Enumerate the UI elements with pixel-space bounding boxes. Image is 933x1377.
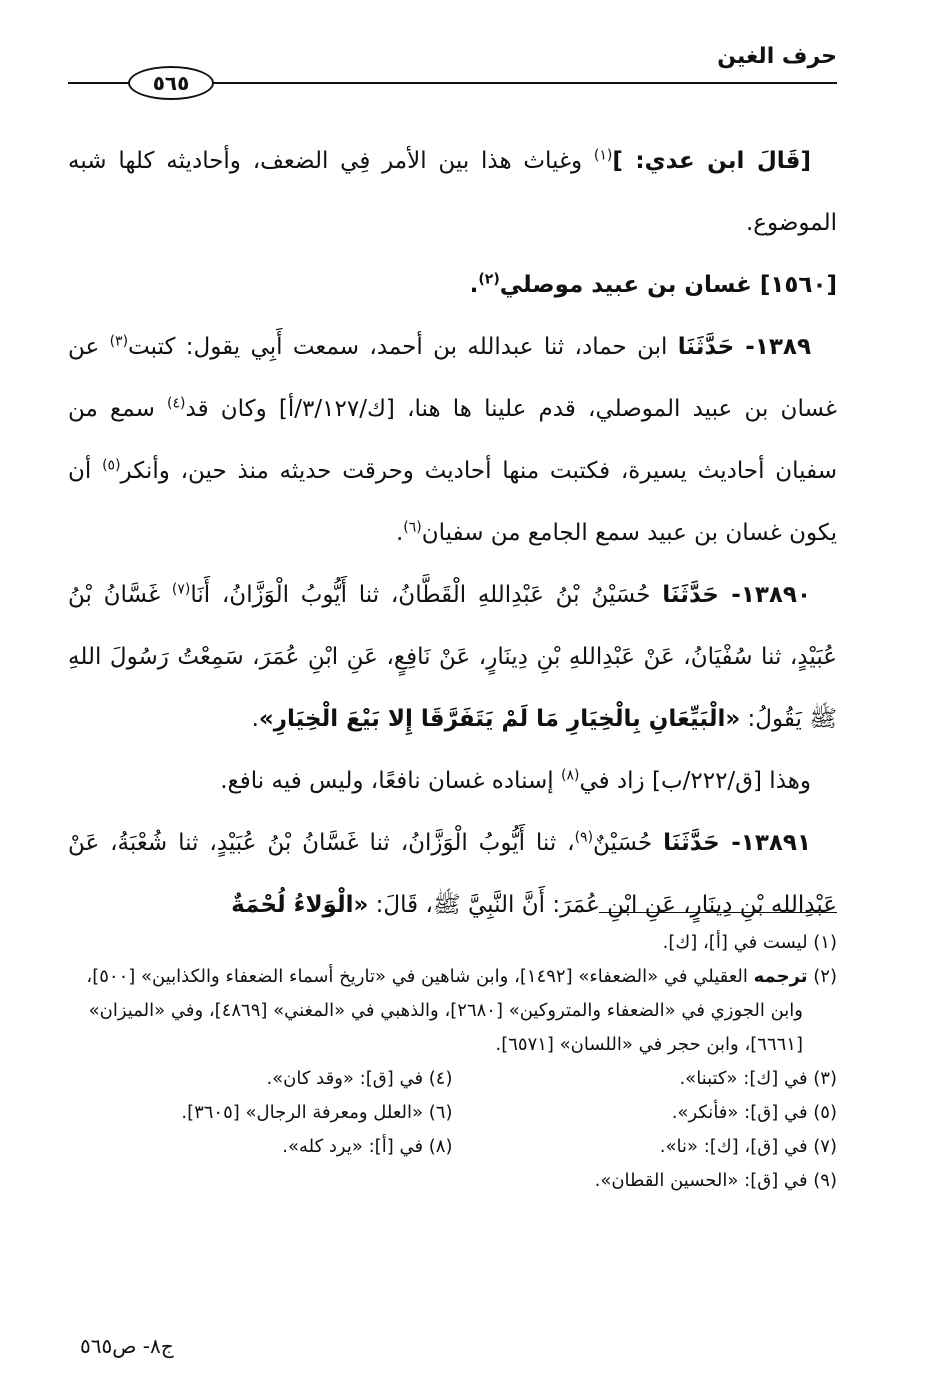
intro-speaker: [قَالَ ابن عدي: ] (612, 148, 811, 174)
footnote-row (68, 1062, 837, 1096)
page-footer-reference: ج٨- ص٥٦٥ (80, 1334, 174, 1358)
editor-note (68, 750, 837, 812)
hadith-number: ١٣٨٩١- (719, 830, 811, 856)
hadith-text: ، ثنا أَيُّوبُ الْوَزَّانُ، ثنا غَسَّانُ بْنُ عُبَيْدٍ، ثنا شُعْبَةُ، عَنْ عَبْدِالله بْنِ دِينَارٍ، عَنِ ابْنِ عُمَرَ: أَنَّ النَّبِيَّ ﷺ، قَالَ: (68, 830, 837, 918)
intro-paragraph (68, 130, 837, 254)
footnote-ref-8: (٨) (560, 767, 580, 784)
footnote-ref-7: (٧) (171, 581, 191, 598)
footnote-5: (٥) في [ق]: «فأنكر». (671, 1102, 837, 1123)
footnote-8: (٨) في [أ]: «يرد كله». (282, 1136, 453, 1157)
hadith-text: عن غسان بن عبيد الموصلي، قدم علينا ها هنا، [ك/٣/١٢٧/أ] وكان قد (68, 334, 837, 422)
hadith-quote: «الْبَيِّعَانِ بِالْخِيَارِ مَا لَمْ يَتَفَرَّقَا إِلا بَيْعَ الْخِيَارِ» (258, 706, 741, 732)
entry-heading-end: . (469, 272, 479, 298)
hadith-text: حُسَيْنٌ (593, 830, 664, 856)
footnote-ref-9: (٩) (574, 829, 594, 846)
hadith-13889 (68, 316, 837, 564)
hadith-quote: «الْوَلاءُ لُحْمَةٌ (231, 892, 369, 918)
note-text: إسناده غسان نافعًا، وليس فيه نافع. (220, 768, 561, 794)
footnote-rule (599, 912, 837, 913)
footnote-2-text: العقيلي في «الضعفاء» [١٤٩٢]، وابن شاهين في «تاريخ أسماء الضعفاء والكذابين» [٥٠٠]، وابن الجوزي في «الضعفاء والمتروكين» [٢٦٨٠]، والذهبي في «المغني» [٤٨٦٩]، وفي «الميزان» [٦٦٦١]، وابن حجر في «اللسان» [٦٥٧١]. (86, 966, 803, 1055)
footnote-ref-3: (٣) (109, 333, 129, 350)
entry-heading-label: [١٥٦٠] غسان بن عبيد موصلي (499, 272, 837, 298)
footnote-1: (١) ليست في [أ]، [ك]. (662, 932, 837, 953)
hadith-text: . (395, 520, 404, 546)
hadith-text: أن يكون غسان بن عبيد سمع الجامع من سفيان (68, 458, 837, 546)
hadith-text: سمع من سفيان أحاديث يسيرة، فكتبت منها أحاديث وحرقت حديثه منذ حين، وأنكر (68, 396, 838, 484)
footnote-2 (68, 960, 837, 1062)
page-number-badge: ٥٦٥ (128, 66, 214, 100)
footnote-6: (٦) «العلل ومعرفة الرجال» [٣٦٠٥]. (181, 1102, 453, 1123)
footnote-4: (٤) في [ق]: «وقد كان». (266, 1068, 453, 1089)
hadith-number: ١٣٨٩- (734, 334, 811, 360)
narration-keyword: حَدَّثَنَا (677, 334, 735, 360)
narration-keyword: حَدَّثَنَا (662, 582, 719, 608)
entry-heading (68, 254, 837, 316)
footnote-3: (٣) في [ك]: «كتبنا». (679, 1068, 837, 1089)
intro-text: وغياث هذا بين الأمر فِي الضعف، وأحاديثه كلها شبه الموضوع. (68, 148, 837, 236)
hadith-text: ابن حماد، ثنا عبدالله بن أحمد، سمعت أَبِي يقول: كتبت (128, 334, 678, 360)
narration-keyword: حَدَّثَنَا (663, 830, 720, 856)
footnote-9: (٩) في [ق]: «الحسين القطان». (594, 1170, 837, 1191)
hadith-text: . (251, 706, 259, 732)
footnote-ref-2: (٢) (478, 271, 500, 288)
hadith-text: حُسَيْنُ بْنُ عَبْدِاللهِ الْقَطَّانُ، ثنا أَيُّوبُ الْوَزَّانُ، أَنَا (190, 582, 663, 608)
footnote-ref-6: (٦) (403, 519, 422, 536)
hadith-text: غَسَّانُ بْنُ عُبَيْدٍ، ثنا سُفْيَانُ، عَنْ عَبْدِاللهِ بْنِ دِينَارٍ، عَنْ نَافِعٍ، عَنِ ابْنِ عُمَرَ، سَمِعْتُ رَسُولَ اللهِ ﷺ يَقُولُ: (68, 582, 837, 732)
main-text (68, 130, 837, 936)
footnote-ref-1: (١) (593, 147, 613, 164)
footnote-2-keyword: ترجمه (753, 966, 808, 987)
hadith-13890 (68, 564, 837, 750)
footnote-row (68, 1130, 837, 1164)
footnote-ref-5: (٥) (102, 457, 121, 474)
note-text: وهذا [ق/٢٢٢/ب] زاد في (579, 768, 811, 794)
footnotes (68, 926, 837, 1198)
footnote-2-number: (٢) (807, 966, 837, 987)
chapter-title: حرف الغين (717, 44, 837, 69)
footnote-row (68, 1096, 837, 1130)
footnote-7: (٧) في [ق]، [ك]: «نا». (659, 1136, 837, 1157)
footnote-ref-4: (٤) (167, 395, 186, 412)
hadith-number: ١٣٨٩٠- (718, 582, 812, 608)
hadith-13891 (68, 812, 837, 936)
